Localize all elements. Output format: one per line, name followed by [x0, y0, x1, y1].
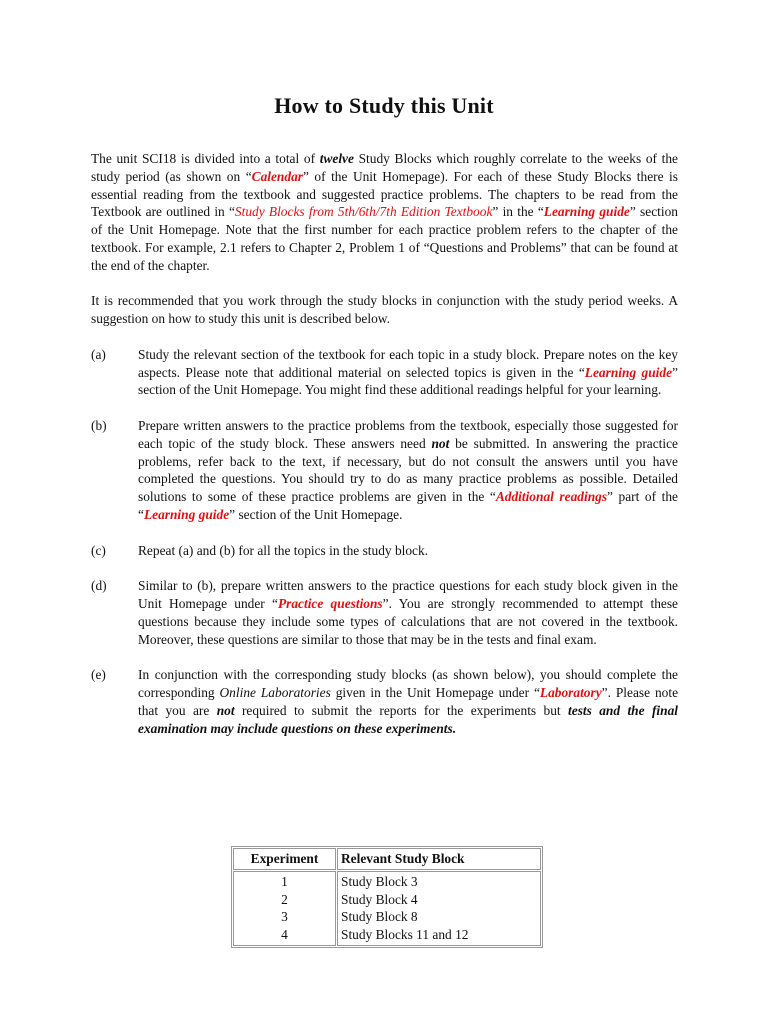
list-item-e: [91, 666, 678, 737]
experiment-header: Experiment: [233, 848, 336, 870]
online-labs-emphasis: Online Laboratories: [219, 684, 331, 700]
recommend-paragraph: It is recommended that you work through the study blocks in conjunction with the study period weeks. A suggestion on how to study this unit is described below.: [91, 293, 678, 327]
intro-text: The unit SCI18 is divided into a total of: [91, 151, 320, 166]
item-text-part: Similar to (b), prepare written answers to the practice questions for each study block given in the Unit Homepage under “: [138, 578, 678, 611]
twelve-emphasis: twelve: [319, 151, 354, 166]
item-text-part: In conjunction with the corresponding study blocks (as shown below), you should complete the corresponding: [138, 667, 678, 700]
item-label: (e): [91, 667, 106, 683]
table-row: [233, 871, 541, 946]
item-text-part: ”. You are strongly recommended to attempt these questions because they include some types of calculations that are not covered in the textbook. Moreover, these questions are similar to those that may be in the tests and final exam.: [138, 595, 678, 647]
list-item-d: [91, 577, 678, 648]
item-text-part: required to submit the reports for the experiments but: [234, 702, 569, 718]
study-block-value: Study Block 8: [341, 909, 418, 925]
laboratory-link[interactable]: Laboratory: [539, 684, 602, 700]
study-block-cell: [337, 871, 541, 946]
experiment-cell: [233, 871, 336, 946]
item-text: [138, 666, 678, 737]
intro-text: ” of the Unit Homepage). For each of these Study Blocks there is essential reading from the textbook and suggested practice problems. The chapters to be read from the Textbook are outlined in “: [91, 168, 678, 220]
page-title: How to Study this Unit: [274, 93, 494, 118]
list-item-b: [91, 417, 678, 524]
item-text: [138, 417, 678, 524]
item-text-part: Prepare written answers to the practice problems from the textbook, especially those suggested for each topic of the study block. These answers need: [138, 417, 678, 451]
list-item-a: [91, 346, 678, 399]
document-body: [91, 150, 678, 755]
not-emphasis: not: [431, 435, 450, 451]
calendar-link[interactable]: Calendar: [251, 168, 303, 184]
item-text-part: ”. Please note that you are: [138, 684, 679, 718]
list-item-c: [91, 542, 678, 560]
experiment-number: 4: [281, 927, 288, 943]
item-text: [138, 577, 678, 648]
item-label: (c): [91, 542, 106, 558]
experiment-number: 3: [281, 909, 288, 925]
item-text-part: Study the relevant section of the textbook for each topic in a study block. Prepare notes on the key aspects. Please note that additional material on selected topics is given in the “: [138, 346, 678, 380]
study-block-header: Relevant Study Block: [337, 848, 541, 870]
table-header-row: [233, 848, 541, 870]
item-text-part: be submitted. In answering the practice problems, refer back to the text, if necessary, but do not consult the answers until you have completed the questions. You should try to do as many practice problems as possible. Detailed solutions to some of these practice problems are given in the “: [138, 435, 678, 505]
study-block-value: Study Block 4: [341, 891, 418, 907]
intro-text: ” section of the Unit Homepage. Note that the first number for each practice problem refers to the chapter of the textbook. For example, 2.1 refers to Chapter 2, Problem 1 of “Questions and Problems” that can be found at the end of the chapter.: [91, 204, 678, 273]
item-label: (b): [91, 417, 107, 433]
item-text: Repeat (a) and (b) for all the topics in the study block.: [138, 542, 429, 558]
experiment-number: 2: [281, 891, 288, 907]
study-block-value: Study Blocks 11 and 12: [341, 927, 469, 943]
additional-readings-link[interactable]: Additional readings: [495, 489, 608, 505]
intro-text: Study Blocks which roughly correlate to the weeks of the study period (as shown on “: [91, 151, 679, 184]
intro-text: ” in the “: [492, 204, 544, 220]
item-text-part: ” section of the Unit Homepage.: [229, 506, 403, 522]
item-text-part: ” part of the “: [138, 489, 678, 522]
study-block-value: Study Block 3: [341, 873, 418, 889]
study-blocks-textbook-link[interactable]: Study Blocks from 5th/6th/7th Edition Textbook: [234, 204, 493, 220]
experiment-table: [231, 846, 543, 948]
exam-emphasis: tests and the final examination may include questions on these experiments.: [138, 702, 679, 736]
learning-guide-link[interactable]: Learning guide: [543, 204, 630, 220]
practice-questions-link[interactable]: Practice questions: [277, 595, 383, 611]
intro-paragraph: [91, 150, 678, 275]
item-label: (d): [91, 578, 107, 594]
learning-guide-link[interactable]: Learning guide: [584, 364, 673, 380]
item-text: [138, 346, 678, 399]
not-emphasis: not: [216, 702, 235, 718]
learning-guide-link[interactable]: Learning guide: [143, 506, 230, 522]
item-text-part: ” section of the Unit Homepage. You might find these additional readings helpful for your learning.: [138, 364, 678, 398]
item-label: (a): [91, 346, 106, 362]
experiment-number: 1: [281, 873, 288, 889]
item-text-part: given in the Unit Homepage under “: [330, 684, 540, 700]
